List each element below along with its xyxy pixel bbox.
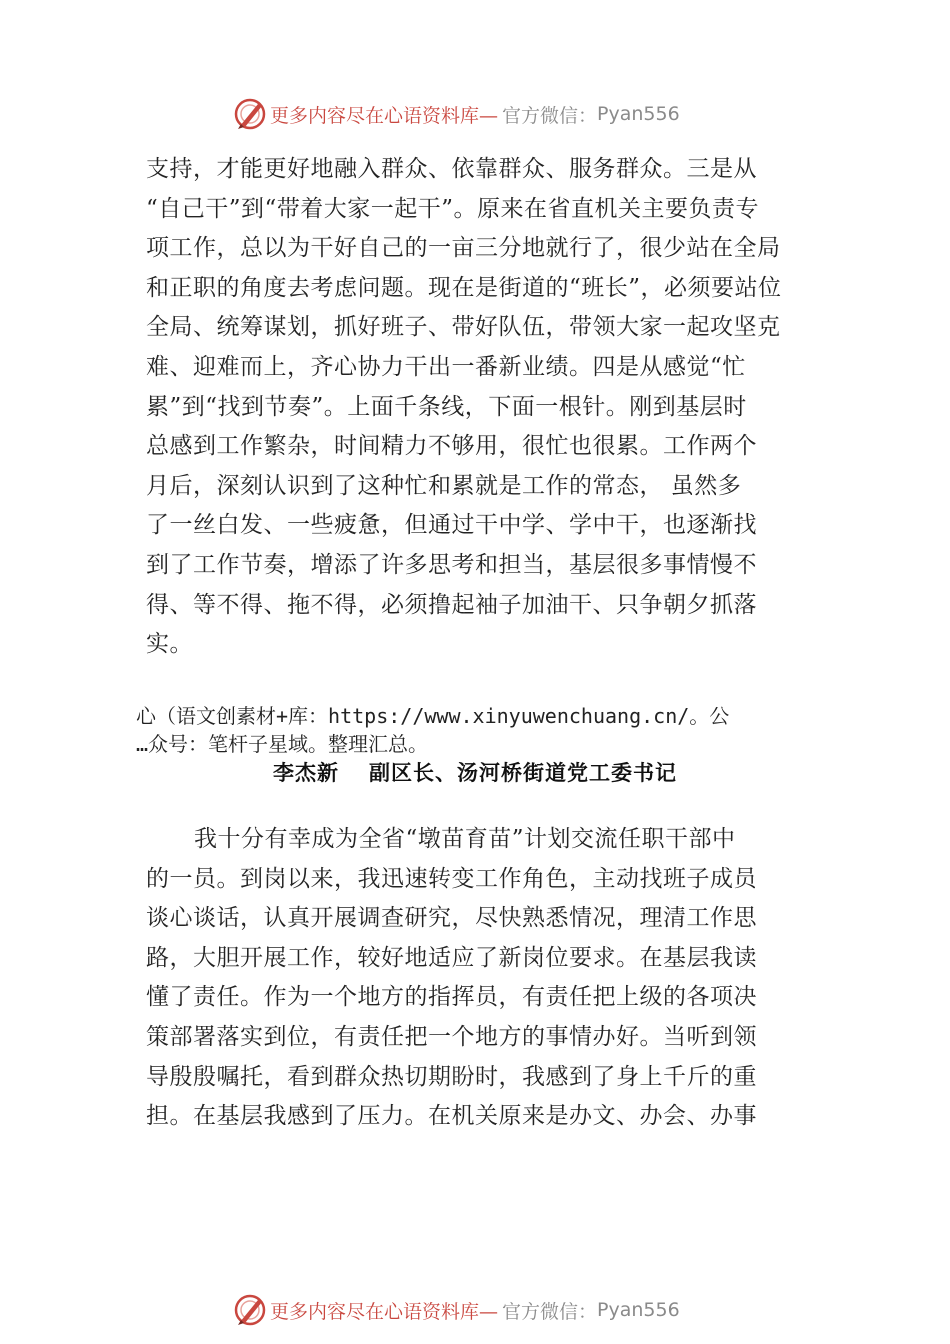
text-line: 累”到“找到节奏”。上面千条线，下面一根针。刚到基层时 xyxy=(146,393,747,420)
text-line: 到了工作节奏，增添了许多思考和担当，基层很多事情慢不 xyxy=(146,551,757,578)
speaker-heading xyxy=(0,757,950,787)
text-line: 担。在基层我感到了压力。在机关原来是办文、办会、办事 xyxy=(146,1103,757,1130)
text-line: 和正职的角度去考虑问题。现在是街道的“班长”，必须要站位 xyxy=(146,274,782,301)
banner-title: 更多内容尽在心语资料库— xyxy=(270,1300,499,1323)
banner-title: 更多内容尽在心语资料库— xyxy=(270,104,499,127)
text-line: 得、等不得、拖不得，必须撸起袖子加油干、只争朝夕抓落 xyxy=(146,591,757,618)
banner-official-label: 官方微信： xyxy=(502,1300,598,1323)
text-line: 路，大胆开展工作，较好地适应了新岗位要求。在基层我读 xyxy=(146,944,757,971)
text-line: 月后，深刻认识到了这种忙和累就是工作的常态， 虽然多 xyxy=(146,472,742,499)
text-line: 了一丝白发、一些疲惫，但通过干中学、学中干，也逐渐找 xyxy=(146,512,757,539)
text-line: 的一员。到岗以来，我迅速转变工作角色，主动找班子成员 xyxy=(146,865,757,892)
text-line: 实。 xyxy=(146,631,193,658)
text-line: 项工作，总以为干好自己的一亩三分地就行了，很少站在全局 xyxy=(146,235,781,262)
body-paragraph-1 xyxy=(146,150,820,665)
text-line: 我十分有幸成为全省“墩苗育苗”计划交流任职干部中 xyxy=(194,826,736,852)
banner-handle: Pyan556 xyxy=(597,103,680,125)
text-line: 懂了责任。作为一个地方的指挥员，有责任把上级的各项决 xyxy=(146,984,757,1011)
text-line: 策部署落实到位，有责任把一个地方的事情办好。当听到领 xyxy=(146,1023,757,1050)
banner-handle: Pyan556 xyxy=(597,1299,680,1321)
text-line: 总感到工作繁杂，时间精力不够用，很忙也很累。工作两个 xyxy=(146,433,757,460)
source-note-line-1: 心（语文创素材+库：https://www.xinyuwenchuang.cn/。公 xyxy=(136,704,730,728)
text-line: 支持，才能更好地融入群众、依靠群众、服务群众。三是从 xyxy=(146,156,757,182)
speaker-name: 李杰新 xyxy=(273,761,339,785)
text-line: 导殷殷嘱托，看到群众热切期盼时，我感到了身上千斤的重 xyxy=(146,1063,757,1090)
body-paragraph-2 xyxy=(146,820,820,1137)
text-line: 谈心谈话，认真开展调查研究，尽快熟悉情况，理清工作思 xyxy=(146,905,757,932)
speaker-title: 副区长、汤河桥街道党工委书记 xyxy=(369,761,677,785)
source-note xyxy=(136,702,826,758)
text-line: 难、迎难而上，齐心协力干出一番新业绩。四是从感觉“忙 xyxy=(146,353,746,380)
text-line: 全局、统筹谋划，抓好班子、带好队伍，带领大家一起攻坚克 xyxy=(146,314,781,341)
banner-official-label: 官方微信： xyxy=(502,104,598,127)
source-note-line-2: …众号：笔杆子星域。整理汇总。 xyxy=(136,732,429,756)
text-line: “自己干”到“带着大家一起干”。原来在省直机关主要负责专 xyxy=(146,195,760,222)
header-banner xyxy=(0,94,950,134)
pen-logo-icon xyxy=(232,1292,268,1328)
pen-logo-icon xyxy=(232,96,268,132)
footer-banner xyxy=(0,1290,950,1330)
